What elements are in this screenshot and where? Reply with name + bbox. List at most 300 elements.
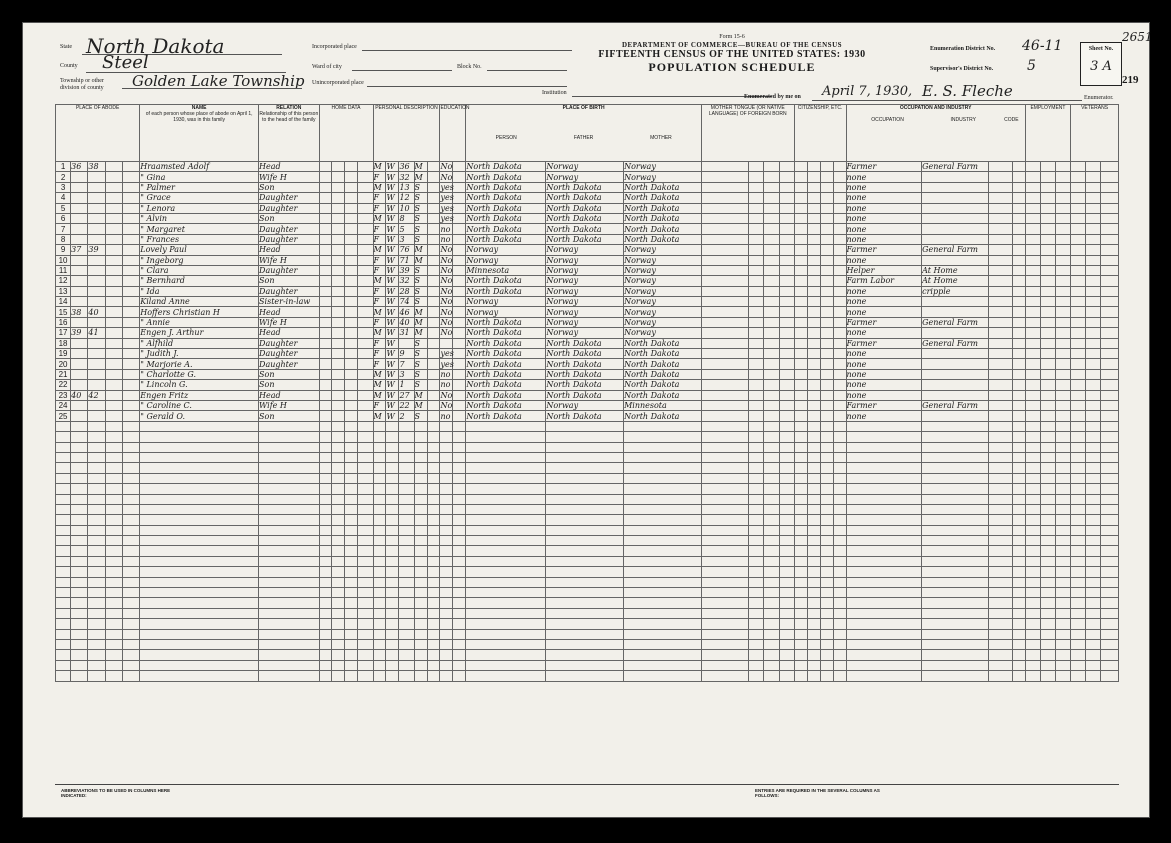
cell <box>453 297 466 307</box>
cell <box>833 213 846 223</box>
cell-sex: F <box>373 317 386 327</box>
footer-instructions <box>55 784 1119 813</box>
department-title: DEPARTMENT OF COMMERCE—BUREAU OF THE CENSUS <box>621 41 843 49</box>
cell <box>820 162 833 172</box>
birthplace-mother <box>624 442 702 452</box>
birthplace-mother <box>624 577 702 587</box>
cell <box>749 224 764 234</box>
cell <box>1071 265 1086 275</box>
cell-fam: 40 <box>88 307 105 317</box>
cell <box>319 421 332 431</box>
person-name: " Margaret <box>140 224 259 234</box>
cell <box>427 265 440 275</box>
cell <box>332 172 345 182</box>
cell-age: 13 <box>399 182 414 192</box>
cell-no: 18 <box>56 338 71 348</box>
cell <box>332 671 345 681</box>
cell <box>1101 515 1119 525</box>
cell-no: 21 <box>56 369 71 379</box>
cell <box>833 380 846 390</box>
cell <box>319 660 332 670</box>
cell <box>820 525 833 535</box>
cell <box>358 515 373 525</box>
cell <box>749 411 764 421</box>
cell <box>1040 577 1055 587</box>
birthplace-father: Norway <box>546 255 624 265</box>
cell <box>122 317 139 327</box>
cell-fam: 41 <box>88 328 105 338</box>
birthplace-mother <box>624 671 702 681</box>
cell <box>1040 504 1055 514</box>
person-name: Lovely Paul <box>140 245 259 255</box>
cell <box>1056 265 1071 275</box>
cell <box>833 463 846 473</box>
occupation: none <box>846 411 922 421</box>
cell <box>427 619 440 629</box>
cell <box>358 494 373 504</box>
cell <box>1056 338 1071 348</box>
cell <box>358 349 373 359</box>
cell <box>779 400 794 410</box>
cell <box>332 525 345 535</box>
cell <box>1012 650 1025 660</box>
cell <box>1071 234 1086 244</box>
cell <box>820 463 833 473</box>
cell <box>701 400 749 410</box>
cell <box>345 484 358 494</box>
cell <box>332 317 345 327</box>
cell <box>453 660 466 670</box>
person-name <box>140 608 259 618</box>
cell-no: 10 <box>56 255 71 265</box>
cell <box>1101 504 1119 514</box>
cell <box>1086 349 1101 359</box>
cell <box>358 234 373 244</box>
cell-age: 28 <box>399 286 414 296</box>
cell <box>122 536 139 546</box>
cell <box>319 629 332 639</box>
table-row <box>56 536 1119 546</box>
cell <box>989 421 1013 431</box>
cell <box>1056 650 1071 660</box>
birthplace-father <box>546 484 624 494</box>
cell <box>820 473 833 483</box>
cell-age <box>399 494 414 504</box>
cell <box>749 213 764 223</box>
industry <box>922 463 989 473</box>
cell <box>701 307 749 317</box>
cell <box>427 484 440 494</box>
cell <box>833 307 846 317</box>
cell-sex <box>373 484 386 494</box>
cell <box>794 639 807 649</box>
birthplace-mother: North Dakota <box>624 349 702 359</box>
cell <box>764 203 779 213</box>
cell <box>358 608 373 618</box>
cell <box>1056 234 1071 244</box>
cell <box>1086 369 1101 379</box>
cell <box>319 369 332 379</box>
cell <box>749 432 764 442</box>
relation <box>259 484 319 494</box>
cell <box>1071 338 1086 348</box>
person-name <box>140 567 259 577</box>
cell <box>122 411 139 421</box>
industry <box>922 629 989 639</box>
cell-sex <box>373 463 386 473</box>
cell <box>358 369 373 379</box>
cell-ed: No <box>440 297 453 307</box>
cell-fam <box>88 608 105 618</box>
cell-race <box>386 432 399 442</box>
cell-race: W <box>386 369 399 379</box>
cell <box>779 442 794 452</box>
table-row <box>56 556 1119 566</box>
cell-no <box>56 452 71 462</box>
cell <box>105 629 122 639</box>
cell <box>989 556 1013 566</box>
county-value: Steel <box>102 52 149 73</box>
cell <box>1025 504 1040 514</box>
cell-sex: F <box>373 265 386 275</box>
birthplace-person <box>466 660 546 670</box>
birthplace-person: North Dakota <box>466 203 546 213</box>
cell-dw <box>71 276 88 286</box>
cell-sex <box>373 432 386 442</box>
cell <box>989 650 1013 660</box>
occupation <box>846 536 922 546</box>
birthplace-mother: North Dakota <box>624 203 702 213</box>
cell <box>105 442 122 452</box>
cell-ms: S <box>414 286 427 296</box>
person-name <box>140 452 259 462</box>
cell <box>105 234 122 244</box>
cell <box>833 203 846 213</box>
birthplace-mother: North Dakota <box>624 380 702 390</box>
cell-ms: S <box>414 411 427 421</box>
cell <box>1071 286 1086 296</box>
cell <box>833 577 846 587</box>
occupation <box>846 452 922 462</box>
cell <box>1056 577 1071 587</box>
cell-dw <box>71 629 88 639</box>
cell-race: W <box>386 234 399 244</box>
cell <box>820 297 833 307</box>
cell <box>807 463 820 473</box>
cell <box>833 400 846 410</box>
cell <box>794 515 807 525</box>
cell <box>1101 484 1119 494</box>
cell-sex <box>373 442 386 452</box>
township-label: Township or other division of county <box>60 78 104 91</box>
cell <box>701 639 749 649</box>
birthplace-father <box>546 432 624 442</box>
cell <box>105 286 122 296</box>
cell <box>820 442 833 452</box>
cell-dw <box>71 463 88 473</box>
cell <box>779 660 794 670</box>
cell <box>1101 162 1119 172</box>
cell-dw: 39 <box>71 328 88 338</box>
table-row <box>56 276 1119 286</box>
cell-dw <box>71 619 88 629</box>
cell <box>749 369 764 379</box>
cell <box>1101 328 1119 338</box>
cell <box>764 639 779 649</box>
cell <box>820 255 833 265</box>
cell <box>319 484 332 494</box>
cell <box>820 213 833 223</box>
cell <box>427 525 440 535</box>
table-row <box>56 421 1119 431</box>
cell <box>332 203 345 213</box>
cell <box>345 338 358 348</box>
cell <box>105 577 122 587</box>
birthplace-person: North Dakota <box>466 359 546 369</box>
cell <box>332 629 345 639</box>
cell-ms <box>414 484 427 494</box>
cell-age <box>399 671 414 681</box>
cell <box>820 452 833 462</box>
cell <box>1071 328 1086 338</box>
cell <box>749 463 764 473</box>
cell-dw <box>71 286 88 296</box>
cell <box>1025 307 1040 317</box>
cell-fam <box>88 525 105 535</box>
cell <box>427 224 440 234</box>
cell <box>807 546 820 556</box>
cell <box>427 234 440 244</box>
cell-ms: M <box>414 307 427 317</box>
relation <box>259 598 319 608</box>
occupation <box>846 494 922 504</box>
cell <box>105 504 122 514</box>
cell <box>749 297 764 307</box>
cell-race: W <box>386 193 399 203</box>
cell <box>807 473 820 483</box>
cell <box>1040 234 1055 244</box>
birthplace-mother <box>624 556 702 566</box>
cell <box>1025 567 1040 577</box>
cell <box>749 525 764 535</box>
cell <box>1056 463 1071 473</box>
cell <box>701 193 749 203</box>
birthplace-person <box>466 556 546 566</box>
cell <box>1071 484 1086 494</box>
cell <box>122 504 139 514</box>
cell <box>358 380 373 390</box>
occupation <box>846 473 922 483</box>
cell <box>779 390 794 400</box>
cell <box>1025 317 1040 327</box>
cell-ed <box>440 452 453 462</box>
birthplace-mother <box>624 494 702 504</box>
cell <box>1071 390 1086 400</box>
schedule-title: POPULATION SCHEDULE <box>648 60 816 74</box>
cell <box>427 452 440 462</box>
industry <box>922 297 989 307</box>
cell <box>319 390 332 400</box>
cell-ms: S <box>414 193 427 203</box>
cell <box>358 286 373 296</box>
cell-fam <box>88 234 105 244</box>
cell <box>989 504 1013 514</box>
cell <box>122 598 139 608</box>
cell <box>427 307 440 317</box>
cell <box>358 567 373 577</box>
table-row <box>56 463 1119 473</box>
cell <box>1056 494 1071 504</box>
cell <box>701 369 749 379</box>
cell <box>794 193 807 203</box>
cell <box>345 369 358 379</box>
cell <box>427 639 440 649</box>
cell <box>319 307 332 317</box>
cell-sex <box>373 639 386 649</box>
industry: General Farm <box>922 162 989 172</box>
cell <box>105 213 122 223</box>
relation <box>259 432 319 442</box>
birthplace-father: Norway <box>546 162 624 172</box>
cell <box>427 286 440 296</box>
county-label: County <box>60 63 78 69</box>
cell <box>358 660 373 670</box>
cell <box>1086 629 1101 639</box>
cell <box>1012 338 1025 348</box>
cell <box>1101 359 1119 369</box>
cell <box>332 224 345 234</box>
birthplace-person: North Dakota <box>466 349 546 359</box>
entries-title: ENTRIES ARE REQUIRED IN THE SEVERAL COLUMNS AS FOLLOWS: <box>755 788 880 798</box>
cell <box>820 172 833 182</box>
cell <box>764 380 779 390</box>
cell <box>764 224 779 234</box>
cell <box>820 556 833 566</box>
cell <box>332 193 345 203</box>
cell <box>1040 286 1055 296</box>
cell <box>764 588 779 598</box>
cell <box>1056 245 1071 255</box>
relation: Head <box>259 307 319 317</box>
cell-ms: S <box>414 349 427 359</box>
cell <box>1101 650 1119 660</box>
cell <box>1025 276 1040 286</box>
cell <box>820 567 833 577</box>
cell <box>105 608 122 618</box>
cell <box>794 525 807 535</box>
birthplace-father: Norway <box>546 172 624 182</box>
cell <box>1040 671 1055 681</box>
cell <box>1101 421 1119 431</box>
cell <box>358 213 373 223</box>
person-name: " Frances <box>140 234 259 244</box>
cell <box>1086 463 1101 473</box>
cell <box>764 338 779 348</box>
cell-fam <box>88 265 105 275</box>
birthplace-father: North Dakota <box>546 349 624 359</box>
cell <box>453 317 466 327</box>
cell <box>989 349 1013 359</box>
cell <box>1040 452 1055 462</box>
cell-dw: 37 <box>71 245 88 255</box>
cell <box>1101 494 1119 504</box>
cell <box>807 556 820 566</box>
cell <box>1101 286 1119 296</box>
birthplace-person <box>466 442 546 452</box>
cell-dw <box>71 255 88 265</box>
cell-age <box>399 515 414 525</box>
cell <box>1071 671 1086 681</box>
person-name <box>140 577 259 587</box>
birthplace-mother <box>624 567 702 577</box>
cell <box>1056 380 1071 390</box>
cell <box>820 671 833 681</box>
cell <box>1101 452 1119 462</box>
industry <box>922 577 989 587</box>
birthplace-person: North Dakota <box>466 380 546 390</box>
cell <box>358 639 373 649</box>
person-name: " Ida <box>140 286 259 296</box>
cell <box>1025 359 1040 369</box>
cell <box>820 432 833 442</box>
cell-age: 12 <box>399 193 414 203</box>
cell <box>779 213 794 223</box>
cell <box>122 286 139 296</box>
industry <box>922 452 989 462</box>
cell <box>319 265 332 275</box>
cell <box>764 234 779 244</box>
cell <box>779 546 794 556</box>
cell <box>332 234 345 244</box>
birthplace-person: North Dakota <box>466 369 546 379</box>
birthplace-mother: North Dakota <box>624 213 702 223</box>
cell-no: 14 <box>56 297 71 307</box>
form-number: Form 15-6 <box>719 34 745 40</box>
birthplace-father <box>546 556 624 566</box>
cell-race: W <box>386 349 399 359</box>
cell-ms <box>414 650 427 660</box>
cell-ed: yes <box>440 349 454 359</box>
cell <box>1086 317 1101 327</box>
cell <box>453 359 466 369</box>
table-row <box>56 588 1119 598</box>
cell <box>833 484 846 494</box>
cell-race <box>386 577 399 587</box>
cell <box>358 432 373 442</box>
birthplace-father <box>546 442 624 452</box>
cell <box>1101 255 1119 265</box>
cell <box>1101 463 1119 473</box>
cell <box>833 515 846 525</box>
cell <box>989 265 1013 275</box>
cell <box>779 328 794 338</box>
cell-ms: S <box>414 213 427 223</box>
cell-sex: F <box>373 234 386 244</box>
cell <box>105 463 122 473</box>
cell <box>1012 546 1025 556</box>
cell <box>1056 411 1071 421</box>
cell <box>749 193 764 203</box>
cell <box>453 525 466 535</box>
cell <box>427 255 440 265</box>
cell-fam <box>88 473 105 483</box>
cell <box>833 349 846 359</box>
cell <box>1056 473 1071 483</box>
cell-race: W <box>386 317 399 327</box>
cell <box>345 598 358 608</box>
cell <box>1040 193 1055 203</box>
cell <box>358 255 373 265</box>
